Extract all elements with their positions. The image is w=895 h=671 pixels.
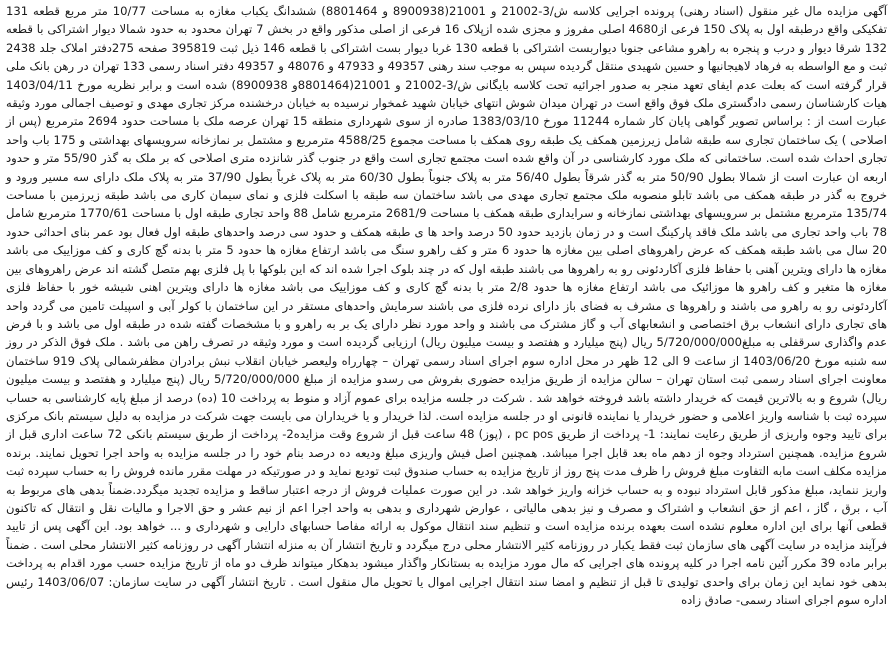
notice-body-text: آگهی مزایده مال غیر منقول (اسناد رهنی) پرونده اجرایی کلاسه ش/3-21002 و 21001(8900938 و 8801464) ششدانگ یکباب مغازه به مساحت 10/77 متر مربع قطعه 131 تفکیکی واقع درطبقه اول به پلاک 150 فرعی از4680 اصلی مفروز و مجزی شده ازپلاک 16 فرعی از اصلی مذکور واقع در بخش 7 تهران محدود به حدود شمالا دیوار اشتراکی با قطعه 132 شرقا دیوار و درب و پنجره به راهرو مشاعی جنوبا دیواربست اشتراکی با قطعه 130 غربا دیوار بست اشتراکی با قطعه 146 ذیل ثبت 395819 صفحه 275دفتر املاک جلد 2438 ثبت و مع الواسطه به فرهاد لاهیجانیها و حسین شهیدی منتقل گردیده سپس به موجب سند رهنی 49357 و 47933 و 48076 و 49357 دفتر اسناد رسمی 133 تهران در رهن بانک ملی قرار گرفته است که بعلت عدم ایفای تعهد منجر به صدور اجرائیه تحت کلاسه بایگانی ش/3-21002 و 21001(8801464و 8900938) شده است و برابر نظریه مورخ 1403/04/11 هیات کارشناسان رسمی دادگستری ملک فوق واقع است در تهران میدان شوش انتهای خیابان شهید غمخوار نرسیده به خیابان درخشنده مرکز تجاری مهدی و توصیف اجمالی مورد وثیقه عبارت است از : براساس تصویر گواهی پایان کار شماره 11244 مورخ 1383/03/10 صادره از سوی شهرداری منطقه 15 تهران عرصه ملک با مساحت حدود 2694 مترمربع (پس از اصلاحی ) یک ساختمان تجاری سه طبقه شامل زیرزمین همکف یک طبقه روی همکف با مساحت مجموع 4588/25 مترمربع و مشتمل بر نمازخانه سرویسهای بهداشتی و 175 باب واحد تجاری احداث شده است. ساختمانی که ملک مورد کارشناسی در آن واقع شده است مجتمع تجاری است واقع در جنوب گذر شانزده متری اصلاحی که بر ملک به گذر 55/90 متر و حدود اربعه ان عبارت است از شمالا بطول 50/90 متر به گذر شرقاً بطول 56/40 متر به پلاک جنوباً بطول 60/30 متر به پلاک غرباً بطول 37/90 متر به پلاک ملک دارای سه مسیر ورود و خروج به گذر در طبقه همکف می باشد تابلو منصوبه ملک مجتمع تجاری مهدی می باشد ساختمان سه طبقه با اسکلت فلزی و نمای سیمان کاری می باشد طبقه زیرزمین با مساحت 135/74 مترمربع مشتمل بر سرویسهای بهداشتی نمازخانه و سرایداری طبقه همکف با مساحت 2681/9 مترمربع شامل 88 واحد تجاری طبقه اول با مساحت 1770/61 مترمربع شامل 78 باب واحد تجاری می باشد ملک فاقد پارکینگ است و در زمان بازدید حدود 50 درصد واحد ها ی طبقه همکف و حدود سی درصد واحدهای طبقه اول فعال بود عمر بنای احداثی حدود 20 سال می باشد طبقه همکف که عرض راهروهای اصلی بین مغازه ها حدود 6 متر و کف راهرو سنگ می باشد ارتفاع مغازه ها حدود 5 متر با بدنه گچ کاری و کف موزاییک می باشد مغازه ها دارای ویترین آهنی با حفاظ فلزی آکاردئونی رو به راهروها می باشند طبقه اول که در چند بلوک اجرا شده اند که این بلوکها با پل فلزی بهم متصل گشته اند عرض راهروهای بین مغازه ها متغیر و کف راهرو ها موزائیک می باشد ارتفاع مغازه ها حدود 2/8 متر با بدنه گچ کاری و کف موزاییک می باشد مغازه ها دارای ویترین اهنی شیشه خور با حفاظ فلزی آکاردئونی رو به راهرو می باشند و راهروها ی مشرف به فضای باز دارای نرده فلزی می باشند سرمایش واحدهای مستقر در این ساختمان با کولر آبی و اسپیلت تامین می گردد واحد های تجاری دارای انشعاب برق اختصاصی و انشعابهای آب و گاز مشترک می باشند و واحد مورد نظر دارای یک بر به راهرو و با مشخصات گفته شده در طبقه اول می باشد و با فرض عدم واگذاری سرقفلی به مبلغ5/720/000/000 ریال (پنج میلیارد و هفتصد و بیست میلیون ریال) ارزیابی گردیده است و مورد وثیقه در تصرف راهن می باشد . ملک فوق الذکر در روز سه شنبه مورخ 1403/06/20 از ساعت 9 الی 12 ظهر در محل اداره سوم اجرای اسناد رسمی تهران – چهارراه ولیعصر خیابان انقلاب نبش برادران مظفرشمالی پلاک 919 ساختمان معاونت اجرای اسناد رسمی ثبت استان تهران – سالن مزایده از طریق مزایده حضوری بفروش می رسدو مزایده از مبلغ 5/720/000/000 ریال (پنج میلیارد و هفتصد و بیست میلیون ریال) شروع و به بالاترین قیمت که خریدار داشته باشد فروخته خواهد شد . شرکت در جلسه مزایده برای عموم آزاد و منوط به پرداخت 10 (ده) درصد از مبلغ پایه کارشناسی به حساب سپرده ثبت با شناسه واریز اعلامی و حضور خریدار یا نماینده قانونی او در جلسه مزایده است. لذا خریدار و یا خریداران می بایست جهت شرکت در مزایده به دلیل سیستم بانک مرکزی برای تایید وجوه واریزی از طریق رعایت نمایند: 1- پرداخت از طریق pc pos ، (پوز) 48 ساعت قبل از شروع وقت مزایده2- پرداخت از طریق سیستم بانکی 72 ساعت اداری قبل از شروع مزایده. همچنین استرداد وجوه از دهم ماه بعد قابل اجرا میباشد. همچنین اصل فیش واریزی مبلغ ودیعه ده درصد بنام خود را در جلسه مزایده به واحد اجرا تحویل نمایند. برنده مزایده مکلف است مابه التفاوت مبلغ فروش را ظرف مدت پنج روز از تاریخ مزایده به حساب صندوق ثبت تودیع نماید و در صورتیکه در مهلت مقرر مانده فروش را به حساب سپرده ثبت واریز ننماید، مبلغ مذکور قابل استرداد نبوده و به حساب خزانه واریز خواهد شد. در این صورت عملیات فروش از درجه اعتبار ساقط و مزایده تجدید میگردد.ضمناً بدهی های مربوط به آب ، برق ، گاز ، اعم از حق انشعاب و اشتراک و مصرف و نیز بدهی مالیاتی ، عوارض شهرداری و بدهی به واحد اجرا اعم از نیم عشر و حق الاجرا و مالیات نقل و انتقال که تاکنون قطعی آنها برای این اداره معلوم نشده است بعهده برنده مزایده است و تنظیم سند انتقال موکول به ارائه مفاصا حسابهای دارایی و شهرداری و ... خواهد بود. این آگهی پس از تایید فرآیند مزایده در سایت آگهی های سازمان ثبت فقط یکبار در روزنامه کثیر الانتشار محلی درج میگردد و تاریخ انتشار آن به منزله انتشار آگهی در روزنامه کثیر الانتشار محلی است . ضمناً برابر ماده 39 مکرر آئین نامه اجرا در کلیه پرونده های اجرایی که مال مورد مزایده به بستانکار واگذار میشود بدهکار میتواند ظرف دو ماه از تاریخ مزایده حسب مورد اقدام به پرداخت بدهی خود نماید این زمان برای واحدی تولیدی تا قبل از تنظیم و امضا سند انتقال اجرایی اموال یا تحویل مال منقول است . تاریخ انتشار آگهی در سایت سازمان: 1403/06/07 رئیس اداره سوم اجرای اسناد رسمی- صادق زاده	[6, 4, 888, 607]
